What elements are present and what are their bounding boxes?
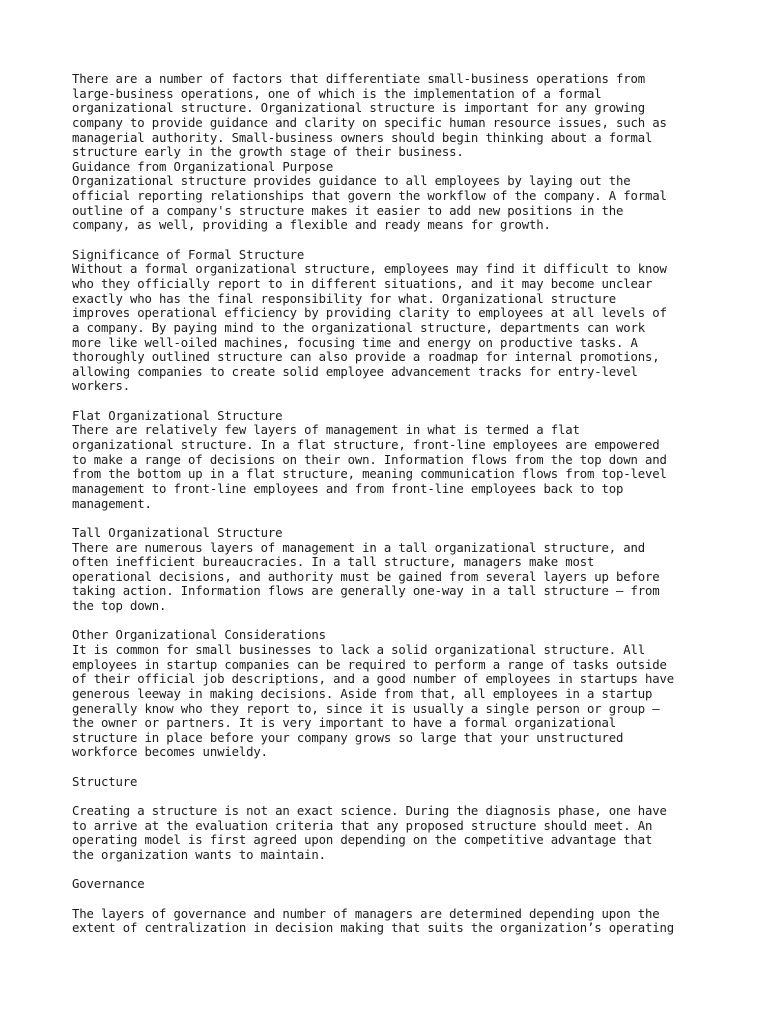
paragraph-gap [72, 760, 712, 775]
text-line: organizational structure. In a flat structure, front-line employees are empowered [72, 438, 660, 453]
text-line: the top down. [72, 599, 167, 614]
section-tall-structure [72, 526, 712, 614]
text-line: taking action. Information flows are generally one-way in a tall structure – from [72, 584, 660, 599]
text-line: There are a number of factors that differentiate small-business operations from [72, 72, 646, 86]
text-line: thoroughly outlined structure can also provide a roadmap for internal promotions, [72, 350, 660, 365]
text-line: of their official job descriptions, and a good number of employees in startups have [72, 672, 675, 687]
paragraph-gap [72, 892, 712, 907]
text-line: There are numerous layers of management in a tall organizational structure, and [72, 540, 646, 555]
section-other-considerations [72, 628, 712, 760]
text-line: structure early in the growth stage of their business. [72, 145, 464, 160]
text-line: company to provide guidance and clarity on specific human resource issues, such as [72, 115, 667, 130]
text-line: generally know who they report to, since it is usually a single person or group – [72, 701, 660, 716]
text-line: often inefficient bureaucracies. In a tall structure, managers make most [72, 555, 595, 570]
section-heading: Significance of Formal Structure [72, 247, 305, 262]
section-guidance [72, 160, 712, 233]
text-line: who they officially report to in different situations, and it may become unclear [72, 276, 653, 291]
text-line: the owner or partners. It is very important to have a formal organizational [72, 716, 617, 731]
paragraph-gap [72, 511, 712, 526]
section-heading: Structure [72, 774, 138, 789]
text-line: operating model is first agreed upon depending on the competitive advantage that [72, 833, 653, 848]
text-line: a company. By paying mind to the organizational structure, departments can work [72, 320, 646, 335]
text-line: workers. [72, 379, 131, 394]
text-line: official reporting relationships that govern the workflow of the company. A formal [72, 189, 667, 204]
document-page [72, 72, 712, 936]
text-line: It is common for small businesses to lack a solid organizational structure. All [72, 642, 646, 657]
section-heading: Other Organizational Considerations [72, 628, 326, 643]
section-structure [72, 775, 712, 863]
text-line: operational decisions, and authority must be gained from several layers up before [72, 569, 660, 584]
text-line: The layers of governance and number of managers are determined depending upon the [72, 906, 660, 921]
text-line: generous leeway in making decisions. Aside from that, all employees in a startup [72, 686, 653, 701]
section-heading: Tall Organizational Structure [72, 525, 283, 540]
text-line: improves operational efficiency by providing clarity to employees at all levels of [72, 306, 667, 321]
text-line: to arrive at the evaluation criteria that any proposed structure should meet. An [72, 818, 653, 833]
text-line: allowing companies to create solid employee advancement tracks for entry-level [72, 364, 638, 379]
section-heading: Guidance from Organizational Purpose [72, 159, 334, 174]
paragraph-gap [72, 614, 712, 629]
section-flat-structure [72, 409, 712, 511]
text-line: exactly who has the final responsibility for what. Organizational structure [72, 291, 617, 306]
text-line: extent of centralization in decision making that suits the organization’s operating [72, 921, 675, 936]
paragraph-gap [72, 789, 712, 804]
text-line: management. [72, 496, 152, 511]
text-line: from the bottom up in a flat structure, meaning communication flows from top-level [72, 467, 667, 482]
intro-paragraph [72, 72, 712, 160]
text-line: There are relatively few layers of management in what is termed a flat [72, 423, 580, 438]
paragraph-gap [72, 394, 712, 409]
text-line: organizational structure. Organizational structure is important for any growing [72, 101, 646, 116]
text-line: outline of a company's structure makes it easier to add new positions in the [72, 203, 624, 218]
text-line: management to front-line employees and from front-line employees back to top [72, 481, 624, 496]
text-line: employees in startup companies can be required to perform a range of tasks outside [72, 657, 667, 672]
section-heading: Flat Organizational Structure [72, 408, 283, 423]
text-line: company, as well, providing a flexible and ready means for growth. [72, 218, 551, 233]
text-line: the organization wants to maintain. [72, 847, 326, 862]
text-line: Without a formal organizational structure, employees may find it difficult to know [72, 262, 667, 277]
text-line: managerial authority. Small-business owners should begin thinking about a formal [72, 130, 653, 145]
paragraph-gap [72, 863, 712, 878]
paragraph-gap [72, 233, 712, 248]
text-line: structure in place before your company grows so large that your unstructured [72, 730, 624, 745]
section-heading: Governance [72, 877, 145, 892]
text-line: Organizational structure provides guidance to all employees by laying out the [72, 174, 631, 189]
text-line: more like well-oiled machines, focusing time and energy on productive tasks. A [72, 335, 638, 350]
text-line: workforce becomes unwieldy. [72, 745, 268, 760]
text-line: to make a range of decisions on their own. Information flows from the top down and [72, 452, 667, 467]
section-governance [72, 877, 712, 936]
section-significance [72, 248, 712, 394]
text-line: large-business operations, one of which is the implementation of a formal [72, 86, 602, 101]
text-line: Creating a structure is not an exact science. During the diagnosis phase, one have [72, 804, 667, 819]
